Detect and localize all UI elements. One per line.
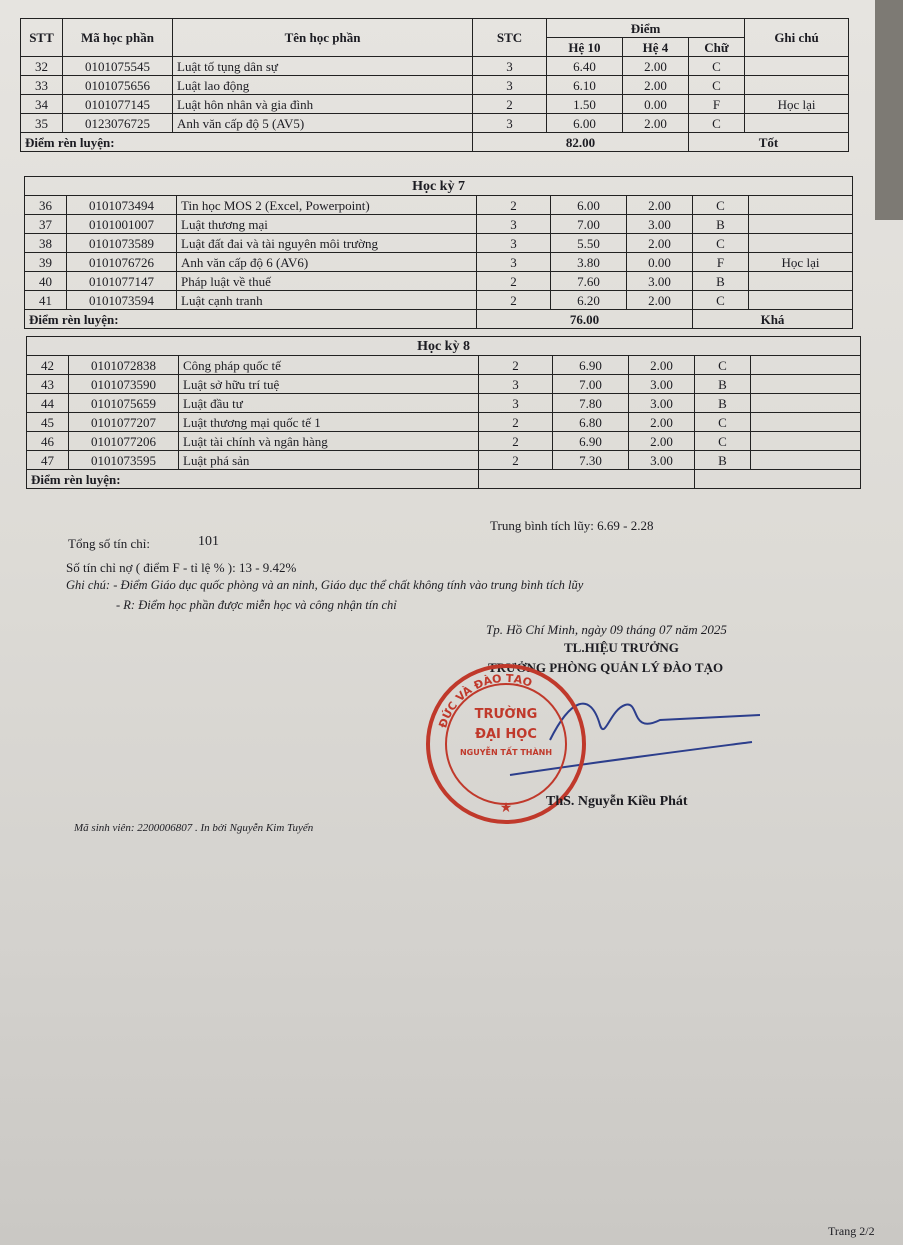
letter-grade: B	[695, 451, 751, 470]
course-stt: 45	[27, 413, 69, 432]
score-10: 7.00	[551, 215, 627, 234]
course-note	[751, 356, 861, 375]
course-row	[27, 451, 861, 470]
gpa: Trung bình tích lũy: 6.69 - 2.28	[490, 518, 654, 533]
seal-line-3: NGUYỄN TẤT THÀNH	[459, 748, 553, 757]
score-10: 6.00	[547, 114, 623, 133]
seal-star-icon: ★	[499, 800, 513, 816]
score-4: 2.00	[623, 114, 689, 133]
score-4: 3.00	[627, 272, 693, 291]
course-name: Pháp luật về thuế	[177, 272, 477, 291]
letter-grade: F	[693, 253, 749, 272]
course-row	[27, 356, 861, 375]
course-name: Luật tố tụng dân sự	[173, 57, 473, 76]
course-note: Học lại	[745, 95, 849, 114]
letter-grade: C	[695, 432, 751, 451]
header-row	[21, 19, 849, 38]
letter-grade: B	[695, 375, 751, 394]
course-credits: 3	[477, 253, 551, 272]
score-10: 7.60	[551, 272, 627, 291]
score-4: 2.00	[629, 356, 695, 375]
course-row	[25, 291, 853, 310]
header-stt: STT	[21, 19, 63, 57]
course-name: Luật tài chính và ngân hàng	[179, 432, 479, 451]
letter-grade: C	[689, 114, 745, 133]
signer-name: ThS. Nguyễn Kiều Phát	[546, 794, 688, 809]
background-edge	[875, 0, 903, 220]
letter-grade: B	[693, 215, 749, 234]
course-code: 0101077145	[63, 95, 173, 114]
score-4: 0.00	[627, 253, 693, 272]
semester-title: Học kỳ 8	[27, 337, 861, 356]
score-4: 2.00	[627, 291, 693, 310]
conduct-rank: Tốt	[689, 133, 849, 152]
course-row	[25, 253, 853, 272]
seal-line-2: ĐẠI HỌC	[475, 727, 537, 742]
course-stt: 44	[27, 394, 69, 413]
course-credits: 2	[477, 291, 551, 310]
course-code: 0101073595	[69, 451, 179, 470]
letter-grade: C	[689, 76, 745, 95]
score-10: 6.90	[553, 432, 629, 451]
course-stt: 40	[25, 272, 67, 291]
course-code: 0101073590	[69, 375, 179, 394]
header-diem: Điểm	[547, 19, 745, 38]
score-4: 3.00	[629, 375, 695, 394]
conduct-score: 82.00	[473, 133, 689, 152]
course-row	[25, 215, 853, 234]
course-note	[751, 394, 861, 413]
course-code: 0101073594	[67, 291, 177, 310]
score-4: 0.00	[623, 95, 689, 114]
course-row	[27, 375, 861, 394]
course-credits: 2	[477, 272, 551, 291]
course-stt: 42	[27, 356, 69, 375]
place-date: Tp. Hồ Chí Minh, ngày 09 tháng 07 năm 2025	[486, 622, 727, 637]
course-credits: 3	[473, 57, 547, 76]
course-name: Anh văn cấp độ 6 (AV6)	[177, 253, 477, 272]
conduct-score: 76.00	[477, 310, 693, 329]
signer-title: TL.HIỆU TRƯỞNG	[564, 640, 679, 655]
course-note	[745, 114, 849, 133]
course-name: Luật phá sản	[179, 451, 479, 470]
header-he10: Hệ 10	[547, 38, 623, 57]
course-row	[21, 95, 849, 114]
course-code: 0101072838	[69, 356, 179, 375]
semester-title-row	[25, 177, 853, 196]
course-stt: 43	[27, 375, 69, 394]
header-note: Ghi chú	[745, 19, 849, 57]
score-10: 6.40	[547, 57, 623, 76]
conduct-row-sem8	[27, 470, 861, 489]
course-code: 0101077206	[69, 432, 179, 451]
course-row	[25, 272, 853, 291]
course-code: 0123076725	[63, 114, 173, 133]
total-credits-label: Tổng số tín chỉ:	[68, 536, 150, 551]
conduct-row-sem6	[21, 133, 849, 152]
seal-ring-text: ĐỨC VÀ ĐÀO TẠO	[436, 671, 534, 730]
sem8-rows	[27, 356, 861, 470]
score-4: 2.00	[627, 196, 693, 215]
course-code: 0101001007	[67, 215, 177, 234]
course-credits: 2	[479, 451, 553, 470]
course-stt: 38	[25, 234, 67, 253]
score-10: 7.80	[553, 394, 629, 413]
course-name: Luật thương mại quốc tế 1	[179, 413, 479, 432]
score-4: 2.00	[623, 76, 689, 95]
course-stt: 46	[27, 432, 69, 451]
course-credits: 2	[479, 356, 553, 375]
header-chu: Chữ	[689, 38, 745, 57]
course-name: Luật lao động	[173, 76, 473, 95]
header-name: Tên học phần	[173, 19, 473, 57]
conduct-rank: Khá	[693, 310, 853, 329]
course-credits: 3	[477, 234, 551, 253]
header-code: Mã học phần	[63, 19, 173, 57]
score-10: 6.80	[553, 413, 629, 432]
score-10: 6.00	[551, 196, 627, 215]
course-name: Tin học MOS 2 (Excel, Powerpoint)	[177, 196, 477, 215]
course-note	[749, 196, 853, 215]
course-credits: 2	[479, 413, 553, 432]
course-credits: 2	[473, 95, 547, 114]
course-name: Luật hôn nhân và gia đình	[173, 95, 473, 114]
score-10: 7.30	[553, 451, 629, 470]
course-note	[751, 451, 861, 470]
course-row	[25, 234, 853, 253]
course-name: Luật đất đai và tài nguyên môi trường	[177, 234, 477, 253]
letter-grade: B	[693, 272, 749, 291]
score-10: 7.00	[553, 375, 629, 394]
score-10: 5.50	[551, 234, 627, 253]
course-row	[27, 432, 861, 451]
course-note	[749, 215, 853, 234]
signer-office: TRƯỞNG PHÒNG QUẢN LÝ ĐÀO TẠO	[488, 660, 724, 675]
course-code: 0101077147	[67, 272, 177, 291]
score-4: 3.00	[629, 451, 695, 470]
score-4: 2.00	[629, 413, 695, 432]
course-stt: 34	[21, 95, 63, 114]
score-4: 2.00	[627, 234, 693, 253]
letter-grade: F	[689, 95, 745, 114]
score-4: 3.00	[629, 394, 695, 413]
course-name: Luật thương mại	[177, 215, 477, 234]
course-note	[751, 413, 861, 432]
total-credits: 101	[198, 534, 219, 549]
conduct-label: Điểm rèn luyện:	[21, 133, 473, 152]
course-stt: 35	[21, 114, 63, 133]
course-stt: 47	[27, 451, 69, 470]
course-stt: 39	[25, 253, 67, 272]
course-code: 0101077207	[69, 413, 179, 432]
transcript-table-sem8	[26, 336, 861, 489]
course-row	[25, 196, 853, 215]
course-code: 0101075656	[63, 76, 173, 95]
course-credits: 2	[477, 196, 551, 215]
conduct-label: Điểm rèn luyện:	[27, 470, 479, 489]
header-stc: STC	[473, 19, 547, 57]
course-name: Luật sở hữu trí tuệ	[179, 375, 479, 394]
course-row	[21, 76, 849, 95]
semester-title: Học kỳ 7	[25, 177, 853, 196]
course-credits: 3	[479, 375, 553, 394]
letter-grade: C	[695, 413, 751, 432]
letter-grade: C	[689, 57, 745, 76]
sem6-rows	[21, 57, 849, 133]
seal-line-1: TRƯỜNG	[474, 707, 538, 722]
course-note	[749, 234, 853, 253]
course-stt: 37	[25, 215, 67, 234]
course-credits: 3	[473, 76, 547, 95]
score-10: 6.90	[553, 356, 629, 375]
score-10: 6.10	[547, 76, 623, 95]
score-4: 2.00	[629, 432, 695, 451]
score-10: 3.80	[551, 253, 627, 272]
course-note	[751, 375, 861, 394]
course-stt: 36	[25, 196, 67, 215]
course-code: 0101073494	[67, 196, 177, 215]
course-name: Công pháp quốc tế	[179, 356, 479, 375]
course-note	[751, 432, 861, 451]
letter-grade: C	[693, 291, 749, 310]
course-note	[745, 76, 849, 95]
course-credits: 3	[479, 394, 553, 413]
score-4: 3.00	[627, 215, 693, 234]
letter-grade: C	[693, 234, 749, 253]
conduct-row-sem7	[25, 310, 853, 329]
course-row	[21, 114, 849, 133]
course-note: Học lại	[749, 253, 853, 272]
sem7-rows	[25, 196, 853, 310]
note-line-1: Ghi chú: - Điểm Giáo dục quốc phòng và an ninh, Giáo dục thể chất không tính vào trung bình tích lũy	[66, 578, 584, 592]
course-credits: 2	[479, 432, 553, 451]
course-stt: 32	[21, 57, 63, 76]
course-note	[749, 272, 853, 291]
course-stt: 33	[21, 76, 63, 95]
conduct-rank	[695, 470, 861, 489]
letter-grade: C	[695, 356, 751, 375]
course-credits: 3	[477, 215, 551, 234]
conduct-label: Điểm rèn luyện:	[25, 310, 477, 329]
course-row	[27, 413, 861, 432]
footer-student: Mã sinh viên: 2200006807 . In bởi Nguyễn Kim Tuyển	[74, 822, 314, 834]
course-credits: 3	[473, 114, 547, 133]
course-code: 0101075659	[69, 394, 179, 413]
debt-credits: Số tín chỉ nợ ( điểm F - tỉ lệ % ): 13 - 9.42%	[66, 560, 297, 575]
course-name: Luật cạnh tranh	[177, 291, 477, 310]
course-code: 0101075545	[63, 57, 173, 76]
letter-grade: B	[695, 394, 751, 413]
note-line-2: - R: Điểm học phần được miễn học và công nhận tín chỉ	[116, 598, 397, 612]
course-name: Luật đầu tư	[179, 394, 479, 413]
semester-title-row	[27, 337, 861, 356]
course-code: 0101076726	[67, 253, 177, 272]
transcript-table-sem7	[24, 176, 853, 329]
score-10: 1.50	[547, 95, 623, 114]
course-name: Anh văn cấp độ 5 (AV5)	[173, 114, 473, 133]
transcript-table-sem6	[20, 18, 849, 152]
course-row	[27, 394, 861, 413]
course-code: 0101073589	[67, 234, 177, 253]
course-note	[749, 291, 853, 310]
score-4: 2.00	[623, 57, 689, 76]
course-stt: 41	[25, 291, 67, 310]
course-row	[21, 57, 849, 76]
letter-grade: C	[693, 196, 749, 215]
header-he4: Hệ 4	[623, 38, 689, 57]
page-number: Trang 2/2	[828, 1224, 875, 1238]
course-note	[745, 57, 849, 76]
conduct-score	[479, 470, 695, 489]
score-10: 6.20	[551, 291, 627, 310]
